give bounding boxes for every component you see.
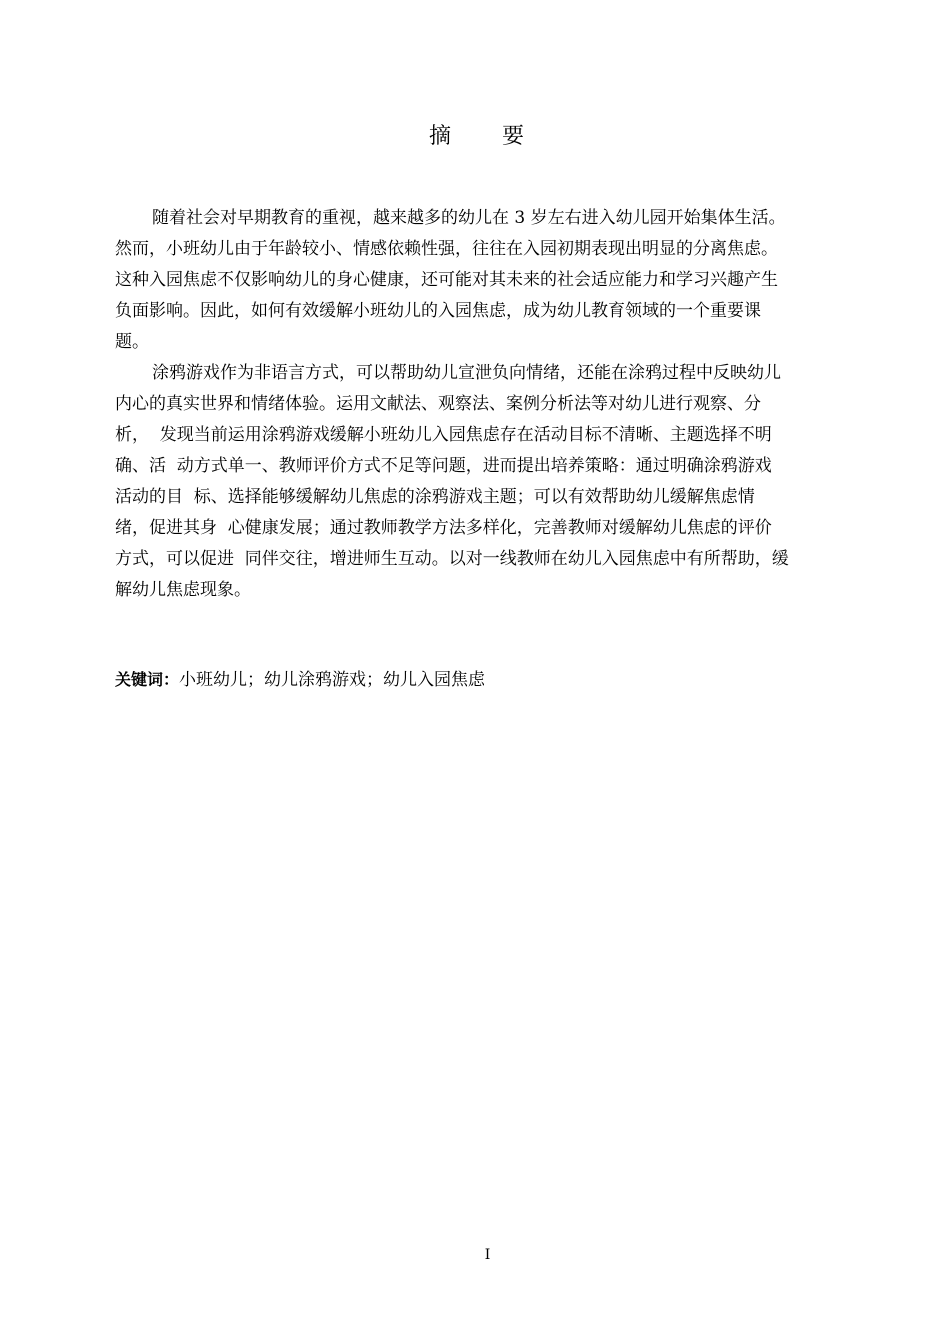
page-title: 摘 要 [429,124,546,149]
paragraph-2 [115,358,865,606]
paragraph-1 [115,203,865,358]
text-line: 题。 [115,332,149,352]
abstract-body [115,203,865,606]
text-line: 活动的目 标、选择能够缓解幼儿焦虑的涂鸦游戏主题；可以有效帮助幼儿缓解焦虑情 [115,487,755,507]
text-line: 然而，小班幼儿由于年龄较小、情感依赖性强，往往在入园初期表现出明显的分离焦虑。 [115,239,778,259]
keywords-value: 小班幼儿；幼儿涂鸦游戏；幼儿入园焦虑 [179,670,486,690]
text-line: 涂鸦游戏作为非语言方式，可以帮助幼儿宣泄负向情绪，还能在涂鸦过程中反映幼儿 [152,363,781,383]
keywords-label: 关键词： [115,670,180,689]
text-line: 确、活 动方式单一、教师评价方式不足等问题，进而提出培养策略：通过明确涂鸦游戏 [115,456,772,476]
text-line: 绪，促进其身 心健康发展；通过教师教学方法多样化，完善教师对缓解幼儿焦虑的评价 [115,518,772,538]
text-line: 随着社会对早期教育的重视，越来越多的幼儿在 3 岁左右进入幼儿园开始集体生活。 [152,208,786,228]
text-line: 这种入园焦虑不仅影响幼儿的身心健康，还可能对其未来的社会适应能力和学习兴趣产生 [115,270,778,290]
text-line: 解幼儿焦虑现象。 [115,580,251,600]
text-line: 内心的真实世界和情绪体验。运用文献法、观察法、案例分析法等对幼儿进行观察、分 [115,394,761,414]
text-line: 方式，可以促进 同伴交往，增进师生互动。以对一线教师在幼儿入园焦虑中有所帮助，缓 [115,549,789,569]
page-number: I [484,1247,491,1263]
text-line: 析， 发现当前运用涂鸦游戏缓解小班幼儿入园焦虑存在活动目标不清晰、主题选择不明 [115,425,772,445]
text-line: 负面影响。因此，如何有效缓解小班幼儿的入园焦虑，成为幼儿教育领域的一个重要课 [115,301,761,321]
keywords-line [115,666,485,694]
